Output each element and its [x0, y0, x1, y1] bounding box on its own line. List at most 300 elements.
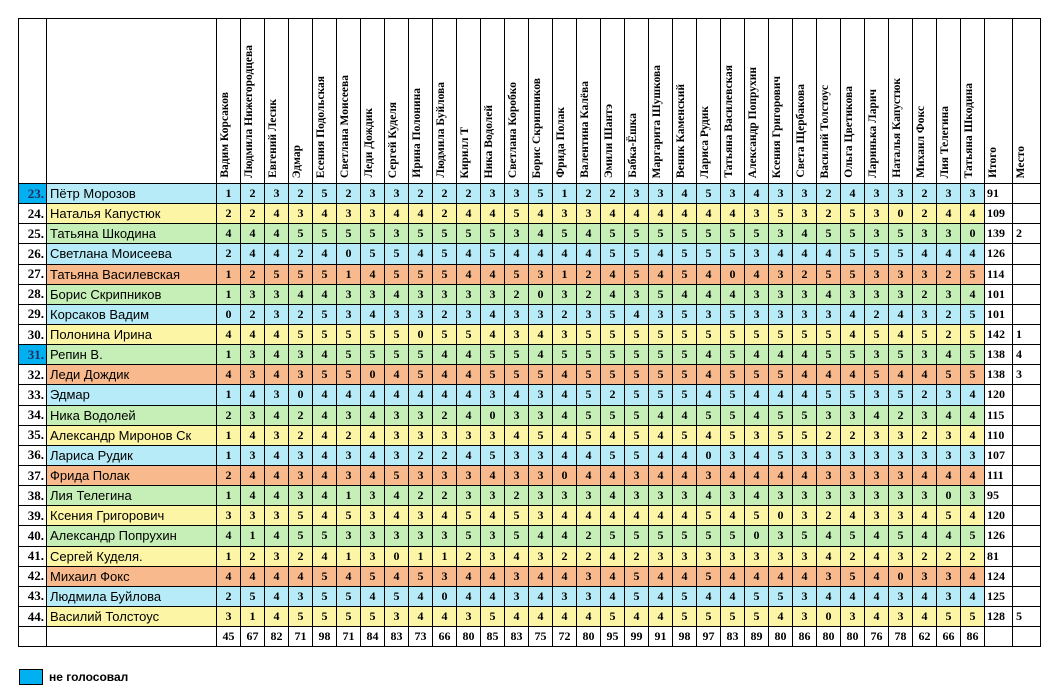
score-cell: 3 [265, 284, 289, 304]
column-header [961, 19, 985, 184]
table-row [19, 264, 1041, 284]
column-total: 71 [337, 627, 361, 647]
score-cell: 1 [217, 184, 241, 204]
score-cell: 5 [505, 526, 529, 546]
column-header-label: Людмила Нижегородцева [243, 45, 255, 178]
score-cell: 4 [313, 546, 337, 566]
score-cell: 5 [625, 586, 649, 606]
score-cell: 5 [697, 405, 721, 425]
score-cell: 4 [697, 264, 721, 284]
score-cell: 5 [745, 586, 769, 606]
score-cell: 3 [361, 184, 385, 204]
score-cell: 3 [889, 465, 913, 485]
score-cell: 4 [265, 606, 289, 626]
score-cell: 2 [217, 465, 241, 485]
score-cell: 3 [937, 445, 961, 465]
score-cell: 2 [841, 546, 865, 566]
score-cell: 4 [577, 445, 601, 465]
score-cell: 4 [601, 204, 625, 224]
score-cell: 0 [769, 506, 793, 526]
score-cell: 4 [289, 284, 313, 304]
row-total: 125 [985, 586, 1013, 606]
column-header-label: Ксения Григорович [771, 75, 783, 178]
participant-name: Лариса Рудик [47, 445, 217, 465]
score-cell: 3 [385, 304, 409, 324]
row-number: 33. [19, 385, 47, 405]
score-cell: 3 [889, 184, 913, 204]
score-cell: 5 [721, 345, 745, 365]
score-cell: 5 [313, 606, 337, 626]
row-number: 28. [19, 284, 47, 304]
score-cell: 4 [601, 566, 625, 586]
column-header-label: Света Щербакова [795, 84, 807, 178]
score-cell: 3 [793, 304, 817, 324]
score-cell: 5 [385, 465, 409, 485]
score-cell: 5 [601, 224, 625, 244]
score-cell: 3 [625, 486, 649, 506]
score-cell: 5 [505, 345, 529, 365]
score-cell: 4 [433, 385, 457, 405]
score-cell: 4 [721, 284, 745, 304]
score-cell: 3 [889, 284, 913, 304]
score-cell: 4 [745, 465, 769, 485]
score-cell: 3 [769, 304, 793, 324]
score-cell: 5 [721, 304, 745, 324]
totals-blank-num [19, 627, 47, 647]
column-header [481, 19, 505, 184]
score-cell: 5 [817, 324, 841, 344]
score-cell: 5 [841, 244, 865, 264]
score-cell: 3 [769, 486, 793, 506]
score-cell: 2 [289, 405, 313, 425]
score-cell: 2 [577, 546, 601, 566]
totals-blank-total [985, 627, 1013, 647]
score-cell: 3 [481, 526, 505, 546]
score-cell: 2 [217, 244, 241, 264]
score-cell: 4 [313, 445, 337, 465]
score-cell: 3 [481, 385, 505, 405]
row-place [1013, 586, 1041, 606]
row-place: 2 [1013, 224, 1041, 244]
column-header [337, 19, 361, 184]
score-cell: 3 [937, 566, 961, 586]
score-cell: 4 [553, 506, 577, 526]
score-cell: 0 [289, 385, 313, 405]
row-total: 126 [985, 244, 1013, 264]
score-cell: 4 [553, 425, 577, 445]
score-cell: 3 [529, 385, 553, 405]
score-cell: 5 [769, 365, 793, 385]
score-cell: 4 [817, 586, 841, 606]
score-cell: 5 [865, 324, 889, 344]
column-totals-row [19, 627, 1041, 647]
score-cell: 3 [241, 365, 265, 385]
score-cell: 3 [433, 526, 457, 546]
score-cell: 4 [865, 405, 889, 425]
score-cell: 2 [793, 264, 817, 284]
score-cell: 5 [745, 365, 769, 385]
score-cell: 5 [817, 264, 841, 284]
score-cell: 4 [649, 506, 673, 526]
score-cell: 2 [241, 184, 265, 204]
score-cell: 4 [649, 445, 673, 465]
score-cell: 5 [889, 244, 913, 264]
score-cell: 3 [793, 586, 817, 606]
score-cell: 3 [265, 385, 289, 405]
score-cell: 4 [529, 586, 553, 606]
row-total: 120 [985, 506, 1013, 526]
score-cell: 4 [913, 365, 937, 385]
score-cell: 2 [217, 405, 241, 425]
score-cell: 5 [961, 526, 985, 546]
score-cell: 5 [433, 244, 457, 264]
score-cell: 5 [601, 345, 625, 365]
score-cell: 4 [601, 425, 625, 445]
row-total: 142 [985, 324, 1013, 344]
column-header [529, 19, 553, 184]
score-cell: 5 [769, 405, 793, 425]
score-cell: 3 [409, 284, 433, 304]
score-cell: 4 [313, 425, 337, 445]
score-cell: 5 [673, 385, 697, 405]
score-cell: 5 [481, 345, 505, 365]
score-cell: 4 [673, 204, 697, 224]
score-cell: 3 [529, 304, 553, 324]
score-cell: 4 [841, 586, 865, 606]
score-cell: 4 [745, 184, 769, 204]
score-cell: 3 [409, 425, 433, 445]
column-header-label: Маргарита Шушкова [651, 64, 663, 178]
score-cell: 3 [793, 445, 817, 465]
score-cell: 4 [673, 465, 697, 485]
score-cell: 3 [769, 264, 793, 284]
score-cell: 4 [265, 405, 289, 425]
score-cell: 5 [361, 606, 385, 626]
place-header-label: Место [1015, 145, 1027, 178]
score-cell: 4 [529, 204, 553, 224]
score-cell: 3 [529, 465, 553, 485]
score-cell: 2 [817, 506, 841, 526]
legend-label: не голосовал [49, 670, 129, 684]
score-cell: 3 [289, 586, 313, 606]
score-cell: 5 [721, 365, 745, 385]
score-cell: 5 [601, 304, 625, 324]
row-place [1013, 284, 1041, 304]
score-cell: 4 [769, 244, 793, 264]
score-cell: 2 [553, 546, 577, 566]
score-cell: 5 [961, 304, 985, 324]
score-cell: 5 [697, 184, 721, 204]
score-cell: 4 [937, 204, 961, 224]
score-cell: 3 [649, 184, 673, 204]
score-cell: 3 [409, 506, 433, 526]
column-header-label: Светлана Коробко [507, 81, 519, 178]
column-header-label: Вадим Корсаков [219, 92, 231, 178]
table-row [19, 546, 1041, 566]
score-cell: 4 [937, 405, 961, 425]
score-cell: 3 [241, 506, 265, 526]
score-cell: 5 [625, 345, 649, 365]
score-cell: 3 [577, 566, 601, 586]
table-row [19, 445, 1041, 465]
score-cell: 4 [913, 606, 937, 626]
column-header-label: Эмили Шантэ [603, 103, 615, 178]
score-cell: 4 [313, 506, 337, 526]
score-cell: 5 [601, 244, 625, 264]
column-total: 66 [937, 627, 961, 647]
score-cell: 5 [673, 425, 697, 445]
score-cell: 3 [865, 385, 889, 405]
score-cell: 4 [313, 465, 337, 485]
score-cell: 3 [265, 506, 289, 526]
row-total: 95 [985, 486, 1013, 506]
score-cell: 4 [265, 465, 289, 485]
score-cell: 2 [913, 385, 937, 405]
score-cell: 3 [337, 405, 361, 425]
score-cell: 5 [385, 244, 409, 264]
score-cell: 5 [289, 324, 313, 344]
score-cell: 4 [313, 486, 337, 506]
score-cell: 5 [313, 264, 337, 284]
score-cell: 4 [433, 365, 457, 385]
participant-name: Василий Толстоус [47, 606, 217, 626]
column-header-label: Валентина Калёва [579, 81, 591, 178]
score-cell: 1 [217, 284, 241, 304]
score-cell: 3 [913, 566, 937, 586]
score-cell: 5 [673, 606, 697, 626]
score-cell: 5 [865, 365, 889, 385]
score-cell: 2 [937, 304, 961, 324]
score-cell: 4 [721, 506, 745, 526]
score-cell: 1 [553, 184, 577, 204]
column-header [649, 19, 673, 184]
table-row [19, 465, 1041, 485]
score-cell: 4 [265, 486, 289, 506]
score-cell: 4 [913, 506, 937, 526]
score-cell: 5 [961, 345, 985, 365]
column-header [217, 19, 241, 184]
column-header-label: Евгений Лесик [267, 99, 279, 178]
table-row [19, 324, 1041, 344]
score-cell: 4 [601, 284, 625, 304]
score-cell: 4 [769, 345, 793, 365]
score-cell: 4 [889, 365, 913, 385]
score-cell: 5 [793, 324, 817, 344]
score-cell: 5 [361, 324, 385, 344]
score-cell: 3 [409, 526, 433, 546]
legend-swatch-not-voted [19, 669, 43, 685]
score-cell: 4 [241, 425, 265, 445]
score-cell: 5 [601, 445, 625, 465]
score-cell: 5 [625, 324, 649, 344]
score-cell: 4 [601, 486, 625, 506]
score-cell: 4 [529, 566, 553, 586]
table-row [19, 425, 1041, 445]
score-cell: 4 [721, 566, 745, 586]
score-cell: 5 [361, 224, 385, 244]
score-cell: 5 [337, 224, 361, 244]
score-cell: 2 [913, 546, 937, 566]
score-cell: 4 [937, 526, 961, 546]
score-cell: 5 [625, 566, 649, 586]
score-cell: 3 [793, 284, 817, 304]
row-total: 114 [985, 264, 1013, 284]
score-cell: 4 [385, 204, 409, 224]
score-cell: 4 [577, 244, 601, 264]
row-place [1013, 264, 1041, 284]
row-number: 36. [19, 445, 47, 465]
score-cell: 2 [433, 204, 457, 224]
score-cell: 5 [769, 586, 793, 606]
score-cell: 3 [769, 284, 793, 304]
score-cell: 4 [505, 546, 529, 566]
score-cell: 5 [625, 365, 649, 385]
score-cell: 4 [913, 465, 937, 485]
score-cell: 4 [361, 465, 385, 485]
row-place [1013, 566, 1041, 586]
score-cell: 4 [457, 385, 481, 405]
table-row [19, 566, 1041, 586]
row-place [1013, 526, 1041, 546]
row-number: 31. [19, 345, 47, 365]
score-cell: 5 [769, 425, 793, 445]
score-cell: 1 [433, 546, 457, 566]
score-cell: 4 [601, 586, 625, 606]
score-cell: 3 [577, 486, 601, 506]
score-cell: 5 [721, 385, 745, 405]
column-total: 86 [793, 627, 817, 647]
row-number: 42. [19, 566, 47, 586]
row-place [1013, 184, 1041, 204]
score-cell: 3 [865, 204, 889, 224]
score-cell: 5 [937, 506, 961, 526]
score-cell: 4 [937, 465, 961, 485]
score-cell: 4 [577, 606, 601, 626]
score-cell: 5 [529, 184, 553, 204]
column-total: 62 [913, 627, 937, 647]
score-cell: 3 [457, 304, 481, 324]
row-place [1013, 445, 1041, 465]
score-cell: 3 [505, 465, 529, 485]
column-total: 89 [745, 627, 769, 647]
score-cell: 3 [529, 546, 553, 566]
score-cell: 3 [961, 445, 985, 465]
score-cell: 4 [673, 506, 697, 526]
score-cell: 0 [937, 486, 961, 506]
column-total: 67 [241, 627, 265, 647]
score-cell: 5 [745, 506, 769, 526]
score-cell: 5 [721, 324, 745, 344]
row-total: 109 [985, 204, 1013, 224]
score-cell: 5 [409, 566, 433, 586]
score-cell: 5 [433, 264, 457, 284]
score-cell: 1 [337, 264, 361, 284]
score-cell: 3 [865, 445, 889, 465]
score-cell: 4 [457, 345, 481, 365]
score-cell: 4 [793, 224, 817, 244]
score-cell: 2 [433, 486, 457, 506]
score-cell: 3 [817, 566, 841, 586]
score-cell: 4 [721, 204, 745, 224]
score-cell: 4 [745, 264, 769, 284]
score-cell: 4 [961, 425, 985, 445]
score-cell: 3 [289, 445, 313, 465]
score-cell: 4 [745, 445, 769, 465]
score-cell: 3 [433, 566, 457, 586]
score-cell: 5 [817, 345, 841, 365]
score-cell: 0 [889, 204, 913, 224]
score-cell: 3 [745, 425, 769, 445]
score-cell: 3 [505, 445, 529, 465]
score-cell: 3 [841, 405, 865, 425]
score-cell: 4 [745, 405, 769, 425]
score-cell: 5 [817, 385, 841, 405]
score-cell: 4 [457, 204, 481, 224]
column-header-label: Есения Подольская [315, 75, 327, 178]
table-row [19, 244, 1041, 264]
score-cell: 4 [553, 244, 577, 264]
score-cell: 4 [649, 204, 673, 224]
score-cell: 3 [241, 284, 265, 304]
row-place [1013, 385, 1041, 405]
score-cell: 5 [697, 606, 721, 626]
score-cell: 5 [481, 244, 505, 264]
score-cell: 3 [553, 284, 577, 304]
score-cell: 3 [913, 345, 937, 365]
score-cell: 3 [865, 465, 889, 485]
score-cell: 3 [817, 304, 841, 324]
column-total: 97 [697, 627, 721, 647]
score-cell: 4 [457, 566, 481, 586]
row-place [1013, 405, 1041, 425]
score-cell: 2 [457, 184, 481, 204]
score-cell: 3 [553, 586, 577, 606]
score-cell: 3 [865, 284, 889, 304]
row-place: 1 [1013, 324, 1041, 344]
score-cell: 3 [217, 506, 241, 526]
score-cell: 4 [313, 385, 337, 405]
column-header-label: Михаил Фокс [915, 106, 927, 178]
score-cell: 5 [961, 606, 985, 626]
column-total: 95 [601, 627, 625, 647]
score-cell: 5 [889, 385, 913, 405]
score-cell: 4 [481, 264, 505, 284]
score-cell: 2 [865, 304, 889, 324]
score-cell: 2 [457, 546, 481, 566]
score-cell: 0 [361, 365, 385, 385]
row-total: 110 [985, 425, 1013, 445]
score-cell: 5 [625, 425, 649, 445]
score-cell: 4 [961, 244, 985, 264]
row-place [1013, 465, 1041, 485]
participant-name: Светлана Моисеева [47, 244, 217, 264]
row-place: 4 [1013, 345, 1041, 365]
score-cell: 5 [337, 365, 361, 385]
column-header-label: Ларинька Ларич [867, 89, 879, 178]
score-cell: 4 [793, 385, 817, 405]
score-cell: 5 [505, 365, 529, 385]
score-cell: 3 [289, 486, 313, 506]
score-cell: 2 [289, 304, 313, 324]
score-cell: 0 [745, 526, 769, 546]
score-cell: 5 [337, 606, 361, 626]
score-cell: 3 [673, 546, 697, 566]
score-cell: 2 [337, 425, 361, 445]
score-cell: 3 [481, 486, 505, 506]
score-cell: 4 [481, 304, 505, 324]
score-cell: 3 [457, 465, 481, 485]
score-cell: 4 [673, 405, 697, 425]
